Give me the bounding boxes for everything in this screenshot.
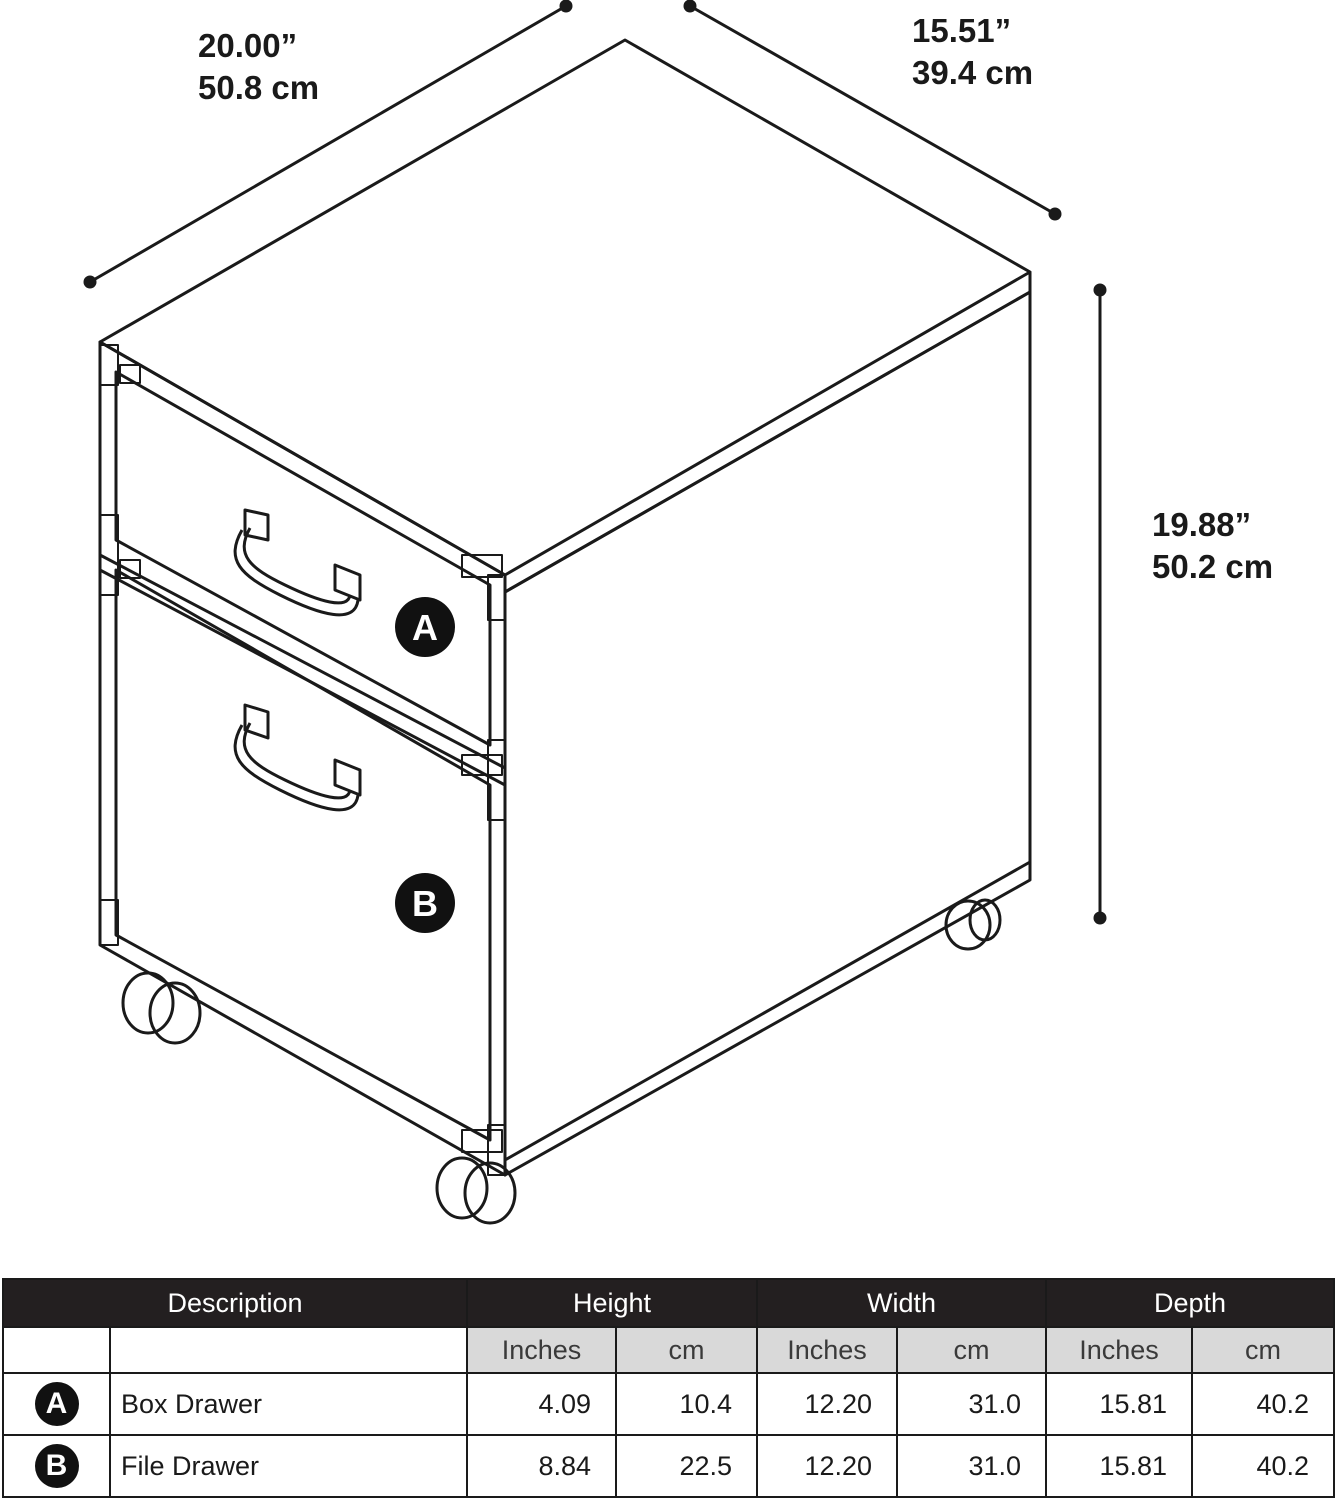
svg-text:A: A xyxy=(412,607,438,648)
caster-back-right xyxy=(946,900,1000,949)
height-dimension-line xyxy=(1095,285,1105,923)
depth-inches-cell: 15.81 xyxy=(1046,1435,1192,1497)
unit-cm: cm xyxy=(1192,1327,1334,1373)
table-unit-row xyxy=(3,1327,1334,1373)
header-depth: Depth xyxy=(1046,1279,1334,1327)
unit-inches: Inches xyxy=(757,1327,897,1373)
height-inches-cell: 8.84 xyxy=(467,1435,616,1497)
unit-inches: Inches xyxy=(467,1327,616,1373)
depth-label xyxy=(912,10,1033,94)
svg-text:B: B xyxy=(412,883,438,924)
drawer-b-handle xyxy=(235,705,360,810)
height-inches: 19.88” xyxy=(1152,506,1252,543)
callout-a xyxy=(395,597,455,657)
unit-cm: cm xyxy=(616,1327,757,1373)
table-header-row xyxy=(3,1279,1334,1327)
header-height: Height xyxy=(467,1279,757,1327)
table-row xyxy=(3,1373,1334,1435)
height-cm-cell: 10.4 xyxy=(616,1373,757,1435)
width-inches-cell: 12.20 xyxy=(757,1435,897,1497)
width-label xyxy=(198,25,319,109)
drawer-a-handle xyxy=(235,510,360,615)
width-inches-cell: 12.20 xyxy=(757,1373,897,1435)
table-row xyxy=(3,1435,1334,1497)
width-cm-cell: 31.0 xyxy=(897,1435,1046,1497)
width-dimension-line xyxy=(85,1,571,287)
unit-cm: cm xyxy=(897,1327,1046,1373)
row-description: Box Drawer xyxy=(110,1373,467,1435)
height-cm-cell: 22.5 xyxy=(616,1435,757,1497)
depth-cm-cell: 40.2 xyxy=(1192,1373,1334,1435)
height-inches-cell: 4.09 xyxy=(467,1373,616,1435)
width-inches: 20.00” xyxy=(198,27,298,64)
depth-inches-cell: 15.81 xyxy=(1046,1373,1192,1435)
height-cm: 50.2 cm xyxy=(1152,548,1274,585)
height-label xyxy=(1152,504,1273,588)
depth-cm-cell: 40.2 xyxy=(1192,1435,1334,1497)
caster-front-right xyxy=(437,1158,515,1223)
header-description: Description xyxy=(3,1279,467,1327)
header-width: Width xyxy=(757,1279,1046,1327)
caster-front-left xyxy=(123,973,200,1043)
depth-inches: 15.51” xyxy=(912,12,1012,49)
width-cm: 50.8 cm xyxy=(198,69,320,106)
depth-cm: 39.4 cm xyxy=(912,54,1034,91)
row-description: File Drawer xyxy=(110,1435,467,1497)
callout-b xyxy=(395,873,455,933)
row-badge: A xyxy=(35,1382,79,1426)
dimensions-table xyxy=(2,1278,1335,1498)
unit-inches: Inches xyxy=(1046,1327,1192,1373)
row-badge: B xyxy=(35,1444,79,1488)
width-cm-cell: 31.0 xyxy=(897,1373,1046,1435)
